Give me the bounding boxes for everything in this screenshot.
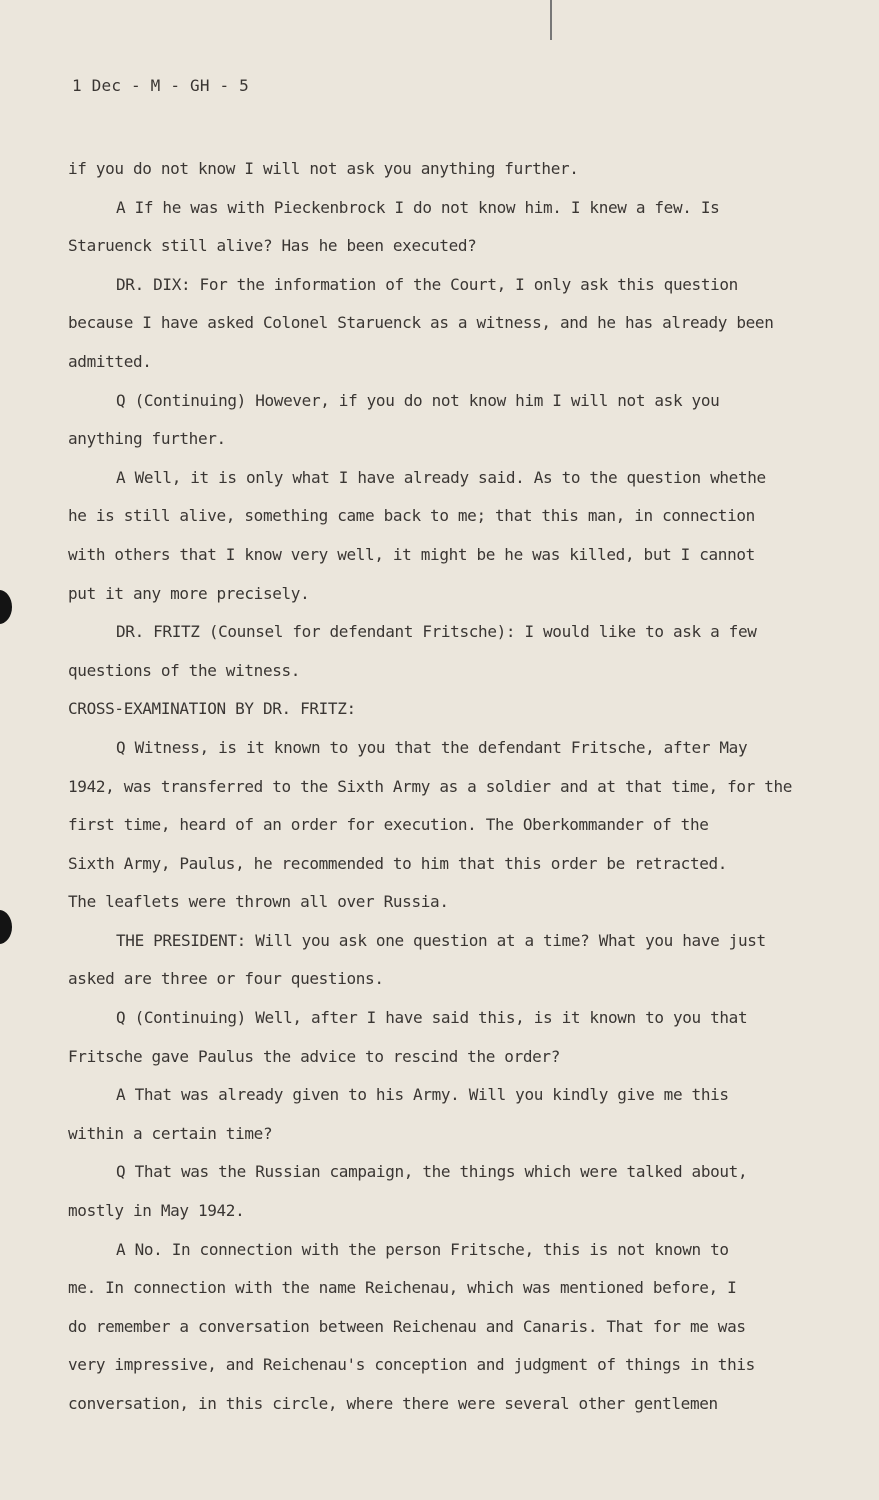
text-line: because I have asked Colonel Staruenck as a witness, and he has already been (68, 313, 774, 333)
text-line: me. In connection with the name Reichenau, which was mentioned before, I (68, 1278, 737, 1298)
section-heading: CROSS-EXAMINATION BY DR. FRITZ: (68, 699, 356, 719)
text-line: Q (Continuing) However, if you do not know him I will not ask you (116, 390, 720, 410)
text-line: The leaflets were thrown all over Russia. (68, 892, 449, 912)
text-line: very impressive, and Reichenau's conception and judgment of things in this (68, 1355, 755, 1375)
text-line: THE PRESIDENT: Will you ask one question at a time? What you have just (116, 930, 766, 950)
text-line: Q Witness, is it known to you that the defendant Fritsche, after May (116, 737, 748, 757)
text-line: DR. DIX: For the information of the Court, I only ask this question (116, 274, 738, 294)
text-line: questions of the witness. (68, 660, 301, 680)
text-line: with others that I know very well, it might be he was killed, but I cannot (68, 544, 755, 564)
text-line: admitted. (68, 351, 152, 371)
text-line: asked are three or four questions. (68, 969, 384, 989)
punch-hole-bottom (0, 910, 12, 944)
text-line: Q (Continuing) Well, after I have said this, is it known to you that (116, 1008, 748, 1028)
transcript-body (68, 150, 838, 1424)
text-line: if you do not know I will not ask you anything further. (68, 159, 579, 178)
text-line: Q That was the Russian campaign, the things which were talked about, (116, 1162, 748, 1182)
text-line: A That was already given to his Army. Will you kindly give me this (116, 1085, 729, 1105)
page-reference: 1 Dec - M - GH - 5 (72, 76, 249, 95)
punch-hole-top (0, 590, 12, 624)
text-line: A No. In connection with the person Fritsche, this is not known to (116, 1239, 729, 1259)
text-line: first time, heard of an order for execution. The Oberkommander of the (68, 815, 709, 835)
text-line: Fritsche gave Paulus the advice to rescind the order? (68, 1046, 560, 1066)
text-line: do remember a conversation between Reichenau and Canaris. That for me was (68, 1316, 746, 1336)
text-line: A If he was with Pieckenbrock I do not know him. I knew a few. Is (116, 197, 720, 217)
text-line: A Well, it is only what I have already said. As to the question whethe (116, 467, 766, 487)
text-line: anything further. (68, 429, 226, 449)
text-line: Sixth Army, Paulus, he recommended to him that this order be retracted. (68, 853, 728, 873)
text-line: he is still alive, something came back to me; that this man, in connection (68, 506, 755, 526)
text-line: conversation, in this circle, where there were several other gentlemen (68, 1394, 718, 1413)
text-line: DR. FRITZ (Counsel for defendant Fritsche): I would like to ask a few (116, 622, 757, 642)
text-line: Staruenck still alive? Has he been executed? (68, 236, 477, 256)
text-line: mostly in May 1942. (68, 1201, 245, 1221)
text-line: 1942, was transferred to the Sixth Army as a soldier and at that time, for the (68, 776, 793, 796)
text-line: within a certain time? (68, 1123, 273, 1143)
text-line: put it any more precisely. (68, 583, 310, 603)
margin-mark (550, 0, 552, 40)
